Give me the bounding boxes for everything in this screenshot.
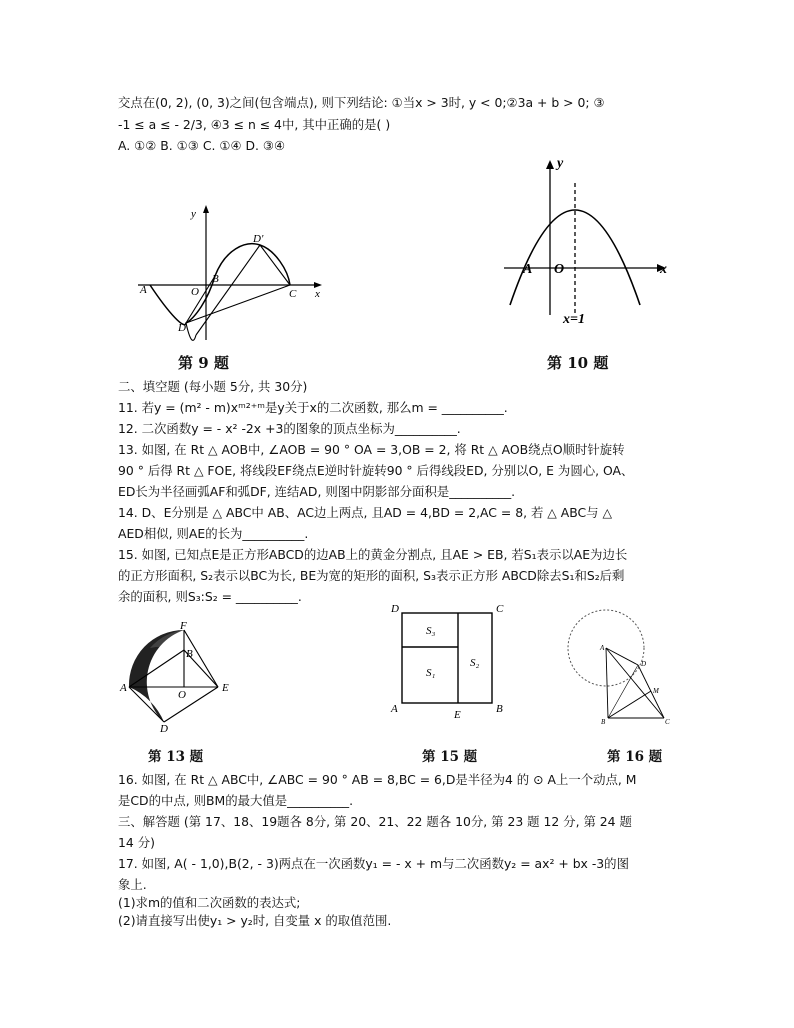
fig13-label-E: E — [222, 682, 229, 694]
q15-line-2: 的正方形面积, S₂表示以BC为长, BE为宽的矩形的面积, S₃表示正方形 ABCD除去S₁和S₂后剩 — [118, 568, 625, 583]
figure-9 — [130, 200, 340, 350]
fig16-label-A: A — [600, 644, 605, 652]
fig16-label-M: M — [653, 687, 659, 695]
fig9-label-O: O — [191, 286, 199, 298]
fig9-label-D: D — [178, 322, 186, 334]
q14-line-1: 14. D、E分别是 △ ABC中 AB、AC边上两点, 且AD = 4,BD = 2,AC = 8, 若 △ ABC与 △ — [118, 505, 613, 520]
fig9-label-A: A — [140, 284, 147, 296]
fig10-label-A: A — [523, 262, 533, 277]
fig9-x-label: x — [315, 288, 320, 300]
fig10-label-x1: x=1 — [563, 312, 585, 327]
fig9-label-C: C — [289, 288, 297, 300]
q13-line-3: ED长为半径画弧AF和弧DF, 连结AD, 则图中阴影部分面积是__________. — [118, 484, 516, 499]
fig16-label-B: B — [601, 718, 606, 726]
fig15-label-A: A — [391, 703, 398, 715]
section-3-heading-line-1: 三、解答题 (第 17、18、19题各 8分, 第 20、21、22 题各 10分, 第 23 题 12 分, 第 24 题 — [118, 814, 632, 829]
q9-continuation-line-2: -1 ≤ a ≤ - 2/3, ④3 ≤ n ≤ 4中, 其中正确的是( ) — [118, 117, 391, 132]
q13-line-1: 13. 如图, 在 Rt △ AOB中, ∠AOB = 90 ° OA = 3,OB = 2, 将 Rt △ AOB绕点O顺时针旋转 — [118, 442, 625, 457]
q16-line-2: 是CD的中点, 则BM的最大值是__________. — [118, 793, 354, 808]
caption-q9: 第 9 题 — [178, 354, 229, 372]
q16-line-1: 16. 如图, 在 Rt △ ABC中, ∠ABC = 90 ° AB = 8,BC = 6,D是半径为4 的 ⊙ A上一个动点, M — [118, 772, 637, 787]
caption-q10: 第 10 题 — [547, 354, 609, 372]
figure-13 — [118, 620, 243, 735]
section-2-heading: 二、填空题 (每小题 5分, 共 30分) — [118, 379, 308, 394]
q14-line-2: AED相似, 则AE的长为__________. — [118, 526, 309, 541]
q17-part-2: (2)请直接写出使y₁ > y₂时, 自变量 x 的取值范围. — [118, 913, 392, 928]
q9-continuation-line-1: 交点在(0, 2), (0, 3)之间(包含端点), 则下列结论: ①当x > 3时, y < 0;②3a + b > 0; ③ — [118, 95, 605, 110]
q15-line-1: 15. 如图, 已知点E是正方形ABCD的边AB上的黄金分割点, 且AE > EB, 若S₁表示以AE为边长 — [118, 547, 628, 562]
figure-16 — [562, 600, 682, 730]
section-3-heading-line-2: 14 分) — [118, 835, 155, 850]
caption-q15: 第 15 题 — [422, 749, 478, 765]
fig13-label-D: D — [160, 723, 168, 735]
q17-line-1: 17. 如图, A( - 1,0),B(2, - 3)两点在一次函数y₁ = - x + m与二次函数y₂ = ax² + bx -3的图 — [118, 856, 629, 871]
fig13-label-A: A — [120, 682, 127, 694]
fig15-label-S2: S₂ — [470, 657, 480, 669]
caption-q16: 第 16 题 — [607, 749, 663, 765]
fig15-label-S1: S₁ — [426, 667, 436, 679]
fig10-label-O: O — [554, 262, 565, 277]
fig15-label-S3: S₃ — [426, 625, 436, 637]
q17-part-1: (1)求m的值和二次函数的表达式; — [118, 895, 301, 910]
fig9-y-label: y — [191, 208, 196, 220]
fig15-label-D: D — [391, 603, 399, 615]
fig9-label-Dprime: D' — [253, 233, 264, 245]
q12: 12. 二次函数y = - x² -2x +3的图象的顶点坐标为__________. — [118, 421, 461, 436]
fig13-label-F: F — [180, 620, 187, 632]
q15-line-3: 余的面积, 则S₃:S₂ = __________. — [118, 589, 302, 604]
caption-q13: 第 13 题 — [148, 749, 204, 765]
fig15-label-B: B — [496, 703, 503, 715]
fig9-label-B: B — [212, 273, 219, 285]
figure-10 — [500, 155, 675, 330]
fig16-label-D: D — [641, 660, 647, 668]
q9-options: A. ①② B. ①③ C. ①④ D. ③④ — [118, 138, 286, 153]
fig15-label-E: E — [454, 709, 461, 721]
fig13-label-B: B — [186, 648, 193, 660]
fig13-label-O: O — [178, 689, 186, 701]
fig16-label-C: C — [665, 718, 670, 726]
fig10-x-label: x — [660, 262, 667, 277]
fig15-label-C: C — [496, 603, 504, 615]
q13-line-2: 90 ° 后得 Rt △ FOE, 将线段EF绕点E逆时针旋转90 ° 后得线段ED, 分别以O, E 为圆心, OA、 — [118, 463, 634, 478]
q17-line-2: 象上. — [118, 877, 147, 892]
fig10-y-label: y — [557, 156, 564, 171]
q11: 11. 若y = (m² - m)xᵐ²⁺ᵐ是y关于x的二次函数, 那么m = __________. — [118, 400, 508, 415]
figure-15 — [388, 600, 513, 725]
